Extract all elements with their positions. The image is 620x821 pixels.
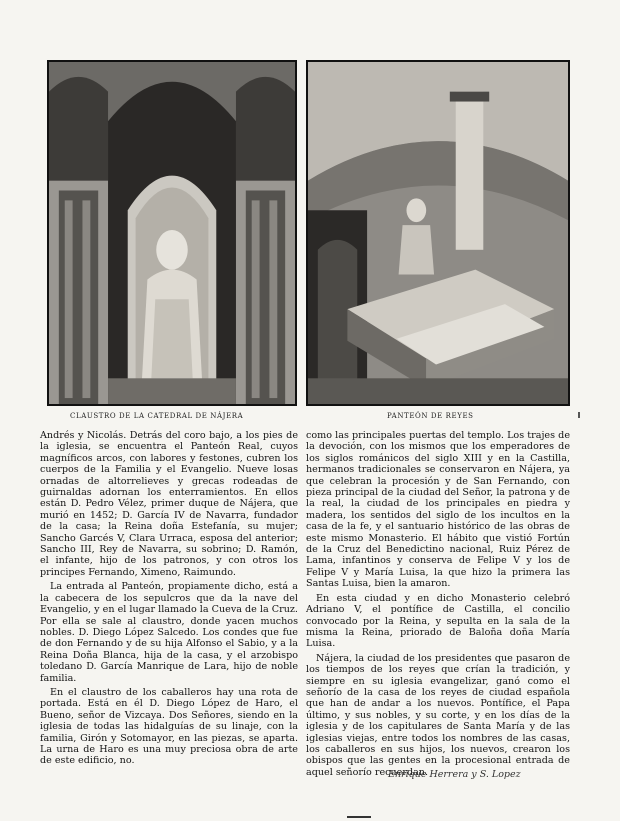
paragraph: La entrada al Panteón, propiamente dicho, está a la cabecera de los sepulcros que da la nave del Evangelio, y en el lugar llamado la Cueva de la Cruz. Por ella se sale al claustro, donde yacen muchos nobles. D. Diego López Salcedo. Los condes que fue de don Fernando y de su hija Alfonso el Sabio, y a la Reina Doña Blanca, hija de la casa, y el arzobispo toledano D. García Manrique de Lara, hijo de noble familia. xyxy=(40,581,298,684)
caption-right: PANTEÓN DE REYES xyxy=(387,412,474,420)
text-column-right xyxy=(306,430,570,778)
paragraph: Andrés y Nicolás. Detrás del coro bajo, a los pies de la iglesia, se encuentra el Panteón Real, cuyos magníficos arcos, con labores y festones, cubren los cuerpos de la Familia y el Evangelio. Nueve losas ornadas de altorrelieves y grecas rodeadas de guirnaldas adornan los enterramientos. En ellos están D. Pedro Vélez, primer duque de Nájera, que murió en 1452; D. García IV de Navarra, fundador de la casa; la Reina doña Estefanía, su mujer; Sancho Garcés V, Clara Urraca, esposa del anterior; Sancho III, Rey de Navarra, su sobrino; D. Ramón, el infante, hijo de los patronos, y con otros los principes Fernando, Ximeno, Raimundo. xyxy=(40,430,298,578)
text-column-left xyxy=(40,430,298,767)
author-signature: Enrique Herrera y S. Lopez xyxy=(388,769,521,780)
edge-mark xyxy=(578,412,580,418)
cloister-photograph xyxy=(47,60,297,406)
paragraph: En el claustro de los caballeros hay una rota de portada. Está en él D. Diego López de Haro, el Bueno, señor de Vizcaya. Dos Señores, siendo en la iglesia de todas las hidalguías de su linaje, con la familia, Girón y Sotomayor, en las piezas, se aparta. La urna de Haro es una muy preciosa obra de arte de este edificio, no. xyxy=(40,686,298,767)
paragraph: En esta ciudad y en dicho Monasterio celebró Adriano V, el pontífice de Castilla, el concilio convocado por la Reina, y sepulta en la sala de la misma la Reina, priorado de Baloña doña María Luisa. xyxy=(306,592,570,650)
paragraph: Nájera, la ciudad de los presidentes que pasaron de los tiempos de los reyes que crían la tradición, y siempre en su iglesia evangelizar, ganó como el señorío de la casa de los reyes de ciudad española que han de andar a los nuevos. Pontífice, el Papa último, y sus nobles, y su corte, y en los días de la iglesia y de los capitulares de Santa María y de las iglesias viejas, entre todos los nombres de las casas, los caballeros en sus hijos, los nuevos, crearon los obispos que las gentes en la procesional entrada de aquel señorío recuerdan. xyxy=(306,652,570,778)
pantheon-photograph xyxy=(306,60,570,406)
paragraph: como las principales puertas del templo. Los trajes de la devoción, con los mismos que los emperadores de los siglos románicos del siglo XIII y en la Castilla, hermanos tradicionales se conservaron en Nájera, ya que celebran la procesión y de San Fernando, con pieza principal de la ciudad del Señor, la patrona y de la real, la ciudad de los principales en piedra y madera, los sentidos del siglo de los incultos en la casa de la fe, y el santuario histórico de las obras de este mismo Monasterio. El hábito que vistió Fortún de la Cruz del Benedictino nacional, Ruiz Pérez de Lama, infantinos y conserva de Felipe V y los de Felipe V y María Luisa, la que hizo la primera las Santas Luisa, bien la amaron. xyxy=(306,430,570,590)
footer-rule xyxy=(347,816,371,818)
caption-left: CLAUSTRO DE LA CATEDRAL DE NÁJERA xyxy=(70,412,244,420)
